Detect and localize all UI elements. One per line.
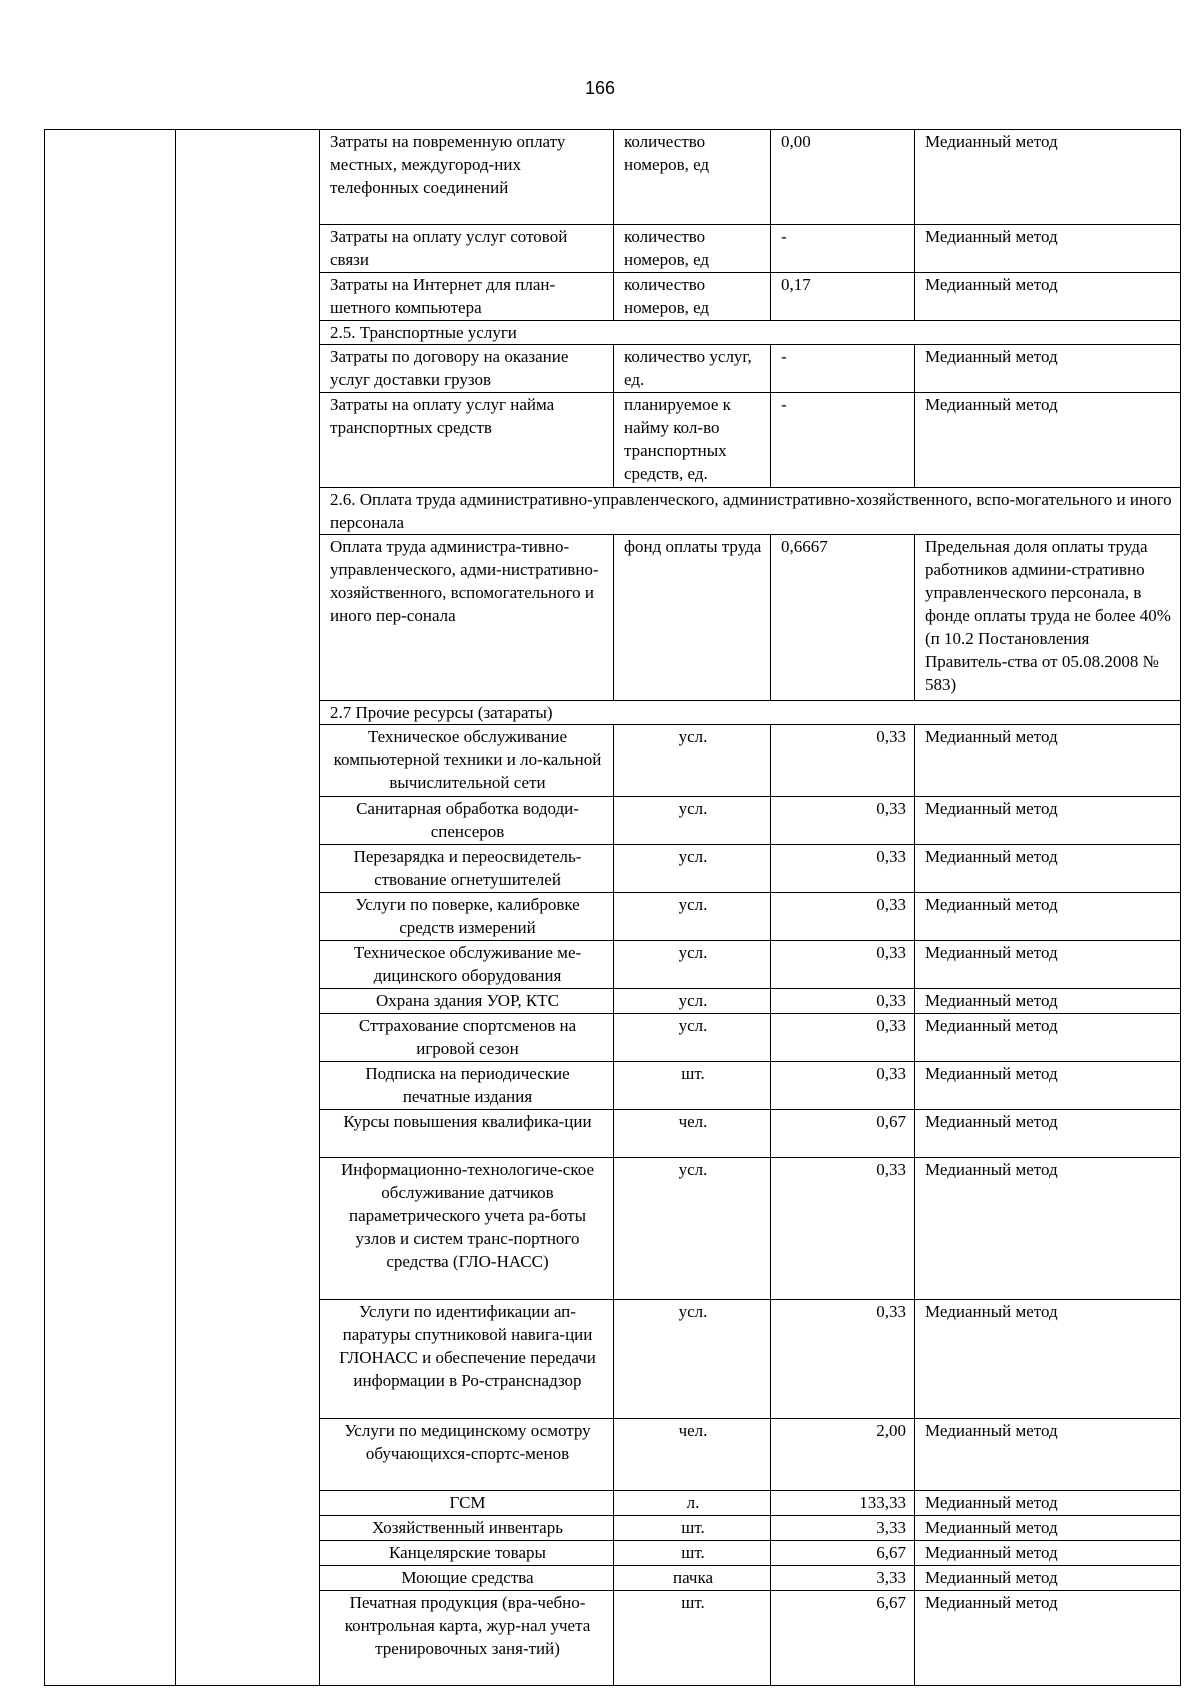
unit-cell: шт.: [614, 1062, 771, 1110]
cost-name-cell: Услуги по поверке, калибровке средств измерений: [320, 893, 614, 941]
unit-cell: чел.: [614, 1110, 771, 1158]
value-cell: 0,33: [771, 893, 915, 941]
cost-name-cell: Техническое обслуживание компьютерной техники и ло-кальной вычислительной сети: [320, 725, 614, 797]
value-cell: 0,33: [771, 1300, 915, 1419]
method-cell: Медианный метод: [915, 393, 1181, 488]
unit-cell: шт.: [614, 1591, 771, 1686]
cost-name-cell: Печатная продукция (вра-чебно-контрольная карта, жур-нал учета тренировочных заня-тий): [320, 1591, 614, 1686]
blank-column-1: [45, 130, 176, 1686]
unit-cell: чел.: [614, 1419, 771, 1491]
value-cell: 2,00: [771, 1419, 915, 1491]
section-title: 2.7 Прочие ресурсы (затараты): [320, 701, 1181, 725]
cost-name-cell: Техническое обслуживание ме-дицинского оборудования: [320, 941, 614, 989]
unit-cell: шт.: [614, 1516, 771, 1541]
value-cell: -: [771, 393, 915, 488]
cost-name-cell: Затраты по договору на оказание услуг доставки грузов: [320, 345, 614, 393]
unit-cell: усл.: [614, 1014, 771, 1062]
unit-cell: количество номеров, ед: [614, 130, 771, 225]
method-cell: Медианный метод: [915, 989, 1181, 1014]
method-cell: Предельная доля оплаты труда работников админи-стративно управленческого персонала, в фонде оплаты труда не более 40% (п 10.2 Постановления Правитель-ства от 05.08.2008 № 583): [915, 535, 1181, 701]
value-cell: -: [771, 225, 915, 273]
table-row: [45, 130, 1181, 225]
method-cell: Медианный метод: [915, 225, 1181, 273]
value-cell: 3,33: [771, 1566, 915, 1591]
value-cell: 0,00: [771, 130, 915, 225]
unit-cell: усл.: [614, 1158, 771, 1300]
method-cell: Медианный метод: [915, 1516, 1181, 1541]
value-cell: 133,33: [771, 1491, 915, 1516]
method-cell: Медианный метод: [915, 1541, 1181, 1566]
value-cell: 6,67: [771, 1541, 915, 1566]
value-cell: -: [771, 345, 915, 393]
method-cell: Медианный метод: [915, 1419, 1181, 1491]
value-cell: 0,33: [771, 989, 915, 1014]
unit-cell: количество услуг, ед.: [614, 345, 771, 393]
value-cell: 0,67: [771, 1110, 915, 1158]
unit-cell: усл.: [614, 797, 771, 845]
unit-cell: усл.: [614, 1300, 771, 1419]
norms-table: [44, 129, 1181, 1686]
cost-name-cell: Моющие средства: [320, 1566, 614, 1591]
method-cell: Медианный метод: [915, 130, 1181, 225]
value-cell: 0,33: [771, 797, 915, 845]
unit-cell: количество номеров, ед: [614, 225, 771, 273]
value-cell: 0,6667: [771, 535, 915, 701]
unit-cell: количество номеров, ед: [614, 273, 771, 321]
method-cell: Медианный метод: [915, 1566, 1181, 1591]
method-cell: Медианный метод: [915, 1591, 1181, 1686]
value-cell: 0,33: [771, 941, 915, 989]
value-cell: 0,33: [771, 845, 915, 893]
method-cell: Медианный метод: [915, 1014, 1181, 1062]
unit-cell: пачка: [614, 1566, 771, 1591]
section-title: 2.5. Транспортные услуги: [320, 321, 1181, 345]
method-cell: Медианный метод: [915, 725, 1181, 797]
method-cell: Медианный метод: [915, 345, 1181, 393]
unit-cell: усл.: [614, 725, 771, 797]
unit-cell: шт.: [614, 1541, 771, 1566]
cost-name-cell: Хозяйственный инвентарь: [320, 1516, 614, 1541]
unit-cell: усл.: [614, 941, 771, 989]
method-cell: Медианный метод: [915, 1110, 1181, 1158]
unit-cell: фонд оплаты труда: [614, 535, 771, 701]
value-cell: 0,33: [771, 725, 915, 797]
method-cell: Медианный метод: [915, 1062, 1181, 1110]
method-cell: Медианный метод: [915, 893, 1181, 941]
cost-name-cell: Затраты на оплату услуг найма транспортных средств: [320, 393, 614, 488]
cost-name-cell: Охрана здания УОР, КТС: [320, 989, 614, 1014]
cost-name-cell: Услуги по медицинскому осмотру обучающихся-спортс-менов: [320, 1419, 614, 1491]
method-cell: Медианный метод: [915, 845, 1181, 893]
method-cell: Медианный метод: [915, 941, 1181, 989]
method-cell: Медианный метод: [915, 1300, 1181, 1419]
unit-cell: планируемое к найму кол-во транспортных средств, ед.: [614, 393, 771, 488]
cost-name-cell: Сттрахование спортсменов на игровой сезон: [320, 1014, 614, 1062]
cost-name-cell: Подписка на периодические печатные издания: [320, 1062, 614, 1110]
cost-name-cell: Затраты на Интернет для план-шетного компьютера: [320, 273, 614, 321]
section-title: 2.6. Оплата труда административно-управленческого, административно-хозяйственного, вспо-могательного и иного персонала: [320, 488, 1181, 535]
cost-name-cell: Курсы повышения квалифика-ции: [320, 1110, 614, 1158]
norms-table-body: [45, 130, 1181, 1686]
unit-cell: усл.: [614, 845, 771, 893]
cost-name-cell: Информационно-технологиче-ское обслуживание датчиков параметрического учета ра-боты узлов и систем транс-портного средства (ГЛО-НАСС): [320, 1158, 614, 1300]
method-cell: Медианный метод: [915, 1158, 1181, 1300]
cost-name-cell: Оплата труда администра-тивно-управленческого, адми-нистративно-хозяйственного, вспомогательного и иного пер-сонала: [320, 535, 614, 701]
value-cell: 6,67: [771, 1591, 915, 1686]
cost-name-cell: ГСМ: [320, 1491, 614, 1516]
cost-name-cell: Канцелярские товары: [320, 1541, 614, 1566]
method-cell: Медианный метод: [915, 797, 1181, 845]
unit-cell: л.: [614, 1491, 771, 1516]
method-cell: Медианный метод: [915, 273, 1181, 321]
blank-column-2: [176, 130, 320, 1686]
cost-name-cell: Услуги по идентификации ап-паратуры спутниковой навига-ции ГЛОНАСС и обеспечение передачи информации в Ро-странснадзор: [320, 1300, 614, 1419]
cost-name-cell: Затраты на повременную оплату местных, междугород-них телефонных соединений: [320, 130, 614, 225]
value-cell: 0,33: [771, 1014, 915, 1062]
value-cell: 3,33: [771, 1516, 915, 1541]
value-cell: 0,33: [771, 1158, 915, 1300]
cost-name-cell: Затраты на оплату услуг сотовой связи: [320, 225, 614, 273]
cost-name-cell: Санитарная обработка вододи-спенсеров: [320, 797, 614, 845]
cost-name-cell: Перезарядка и переосвидетель-ствование огнетушителей: [320, 845, 614, 893]
unit-cell: усл.: [614, 989, 771, 1014]
unit-cell: усл.: [614, 893, 771, 941]
page-number: 166: [584, 78, 616, 98]
value-cell: 0,33: [771, 1062, 915, 1110]
value-cell: 0,17: [771, 273, 915, 321]
method-cell: Медианный метод: [915, 1491, 1181, 1516]
